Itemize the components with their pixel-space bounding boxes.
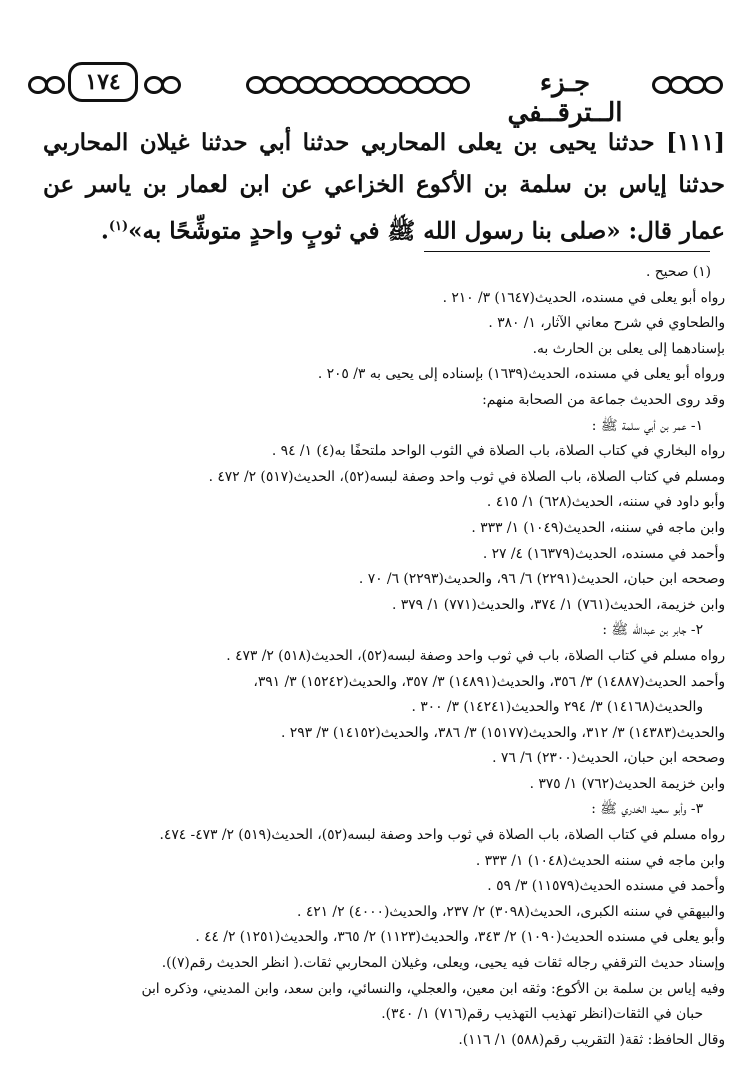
footnote-line: ٢- جابر بن عبدالله ﷺ : [602, 622, 703, 639]
footnote-line: والحديث(١٤١٦٨) ٣/ ٢٩٤ والحديث(١٤٢٤١) ٣/ ٣٠٠ . [411, 699, 703, 716]
footnote-line: والبيهقي في سننه الكبرى، الحديث(٣٠٩٨) ٢/ ٢٣٧، والحديث(٤٠٠٠) ٢/ ٤٢١ . [297, 903, 725, 920]
footnote-line: رواه مسلم في كتاب الصلاة، باب الصلاة في ثوب واحد وصفة لبسه(٥٢)، الحديث(٥١٩) ٢/ ٤٧٣- ٤٧٤. [159, 827, 725, 844]
footnote-line: وابن خزيمة الحديث(٧٦٢) ١/ ٣٧٥ . [529, 775, 725, 792]
page-number: ١٧٤ [68, 62, 138, 102]
footnote-line: وقال الحافظ: ثقة( التقريب رقم(٥٨٨) ١/ ١١٦). [458, 1031, 725, 1048]
footnote-line: ومسلم في كتاب الصلاة، باب الصلاة في ثوب واحد وصفة لبسه(٥٢)، الحديث(٥١٧) ٢/ ٤٧٢ . [208, 468, 725, 485]
book-title: جـزء الــترقــفي [507, 68, 623, 128]
footnote-line: وصححه ابن حبان، الحديث(٢٢٩١) ٦/ ٩٦، والحديث(٢٢٩٣) ٦/ ٧٠ . [358, 571, 725, 588]
footnote-line: رواه البخاري في كتاب الصلاة، باب الصلاة في الثوب الواحد ملتحفًا به(٤) ١/ ٩٤ . [271, 443, 725, 460]
left-ornament [28, 76, 62, 98]
main-hadith: [١١١] حدثنا يحيى بن يعلى المحاربي حدثنا أبي حدثنا غيلان المحاربي حدثنا إياس بن سلمة بن الأكوع الخزاعي عن ابن لعمار بن ياسر عن عمار قال: «صلى بنا رسول الله ﷺ في ثوبٍ واحدٍ متوشِّحًا به»$^{(١)}$. [43, 129, 725, 245]
footnote-line: (١) صحيح . [645, 264, 711, 280]
footnote-line: وأبو داود في سننه، الحديث(٦٢٨) ١/ ٤١٥ . [486, 494, 725, 511]
footnote-line: وإسناد حديث الترقفي رجاله ثقات فيه يحيى، ويعلى، وغيلان المحاربي ثقات.( انظر الحديث رقم(٧)). [161, 955, 725, 972]
footnote-line: وأحمد الحديث(١٤٨٨٧) ٣/ ٣٥٦، والحديث(١٤٨٩١) ٣/ ٣٥٧، والحديث(١٥٢٤٢) ٣/ ٣٩١، [253, 673, 725, 690]
footnote-line: والحديث(١٤٣٨٣) ٣/ ٣١٢، والحديث(١٥١٧٧) ٣/ ٣٨٦، والحديث(١٤١٥٢) ٣/ ٢٩٣ . [281, 724, 725, 741]
footnote-line: وابن ماجه في سننه، الحديث(١٠٤٩) ١/ ٣٣٣ . [471, 519, 725, 536]
footnote-line: والطحاوي في شرح معاني الآثار، ١/ ٣٨٠ . [488, 315, 725, 332]
footnote-line: وأبو يعلى في مسنده الحديث(١٠٩٠) ٢/ ٣٤٣، والحديث(١١٢٣) ٢/ ٣٦٥، والحديث(١٢٥١) ٢/ ٤٤ . [195, 929, 725, 946]
footnote-line: ورواه أبو يعلى في مسنده، الحديث(١٦٣٩) بإسناده إلى يحيى به ٣/ ٢٠٥ . [317, 366, 725, 383]
footnote-line: وأحمد في مسنده، الحديث(١٦٣٧٩) ٤/ ٢٧ . [482, 545, 725, 562]
page-header [20, 62, 734, 128]
footnote-line: وابن ماجه في سننه الحديث(١٠٤٨) ١/ ٣٣٣ . [475, 852, 725, 869]
right-ornament [652, 76, 720, 98]
hadith-number: [١١١] [666, 129, 725, 156]
footnote-line: وصححه ابن حبان، الحديث(٢٣٠٠) ٦/ ٧٦ . [492, 750, 725, 767]
footnote-line: رواه أبو يعلى في مسنده، الحديث(١٦٤٧) ٣/ ٢١٠ . [442, 289, 725, 306]
footnotes [39, 260, 725, 1053]
footnote-separator [424, 251, 710, 252]
footnote-marker: (١) [108, 219, 129, 234]
footnote-line: رواه مسلم في كتاب الصلاة، باب في ثوب واحد وصفة لبسه(٥٢)، الحديث(٥١٨) ٢/ ٤٧٣ . [226, 647, 725, 664]
footnote-line: بإسنادهما إلى يعلى بن الحارث به. [532, 340, 725, 357]
footnote-line: وابن خزيمة، الحديث(٧٦١) ١/ ٣٧٤، والحديث(٧٧١) ١/ ٣٧٩ . [391, 596, 725, 613]
footnote-line: حبان في الثقات(انظر تهذيب التهذيب رقم(٧١٦) ١/ ٣٤٠). [381, 1006, 703, 1023]
middle-ornament [246, 76, 467, 98]
middle-ornament-left [144, 76, 178, 98]
hadith-text: حدثنا يحيى بن يعلى المحاربي حدثنا أبي حدثنا غيلان المحاربي حدثنا إياس بن سلمة بن الأكوع الخزاعي عن ابن لعمار بن ياسر عن عمار قال: «صلى بنا رسول الله ﷺ في ثوبٍ واحدٍ متوشِّحًا به» [43, 129, 725, 245]
footnote-line: وفيه إياس بن سلمة بن الأكوع: وثقه ابن معين، والعجلي، والنسائي، وابن سعد، وابن المديني، وذكره ابن [141, 980, 725, 997]
footnote-line: ١- عمر بن أبي سلمة ﷺ : [591, 417, 703, 434]
footnote-line: ٣- وأبو سعيد الخدري ﷺ : [591, 801, 703, 818]
footnote-line: وقد روى الحديث جماعة من الصحابة منهم: [482, 391, 725, 408]
footnote-line: وأحمد في مسنده الحديث(١١٥٧٩) ٣/ ٥٩ . [487, 878, 725, 895]
